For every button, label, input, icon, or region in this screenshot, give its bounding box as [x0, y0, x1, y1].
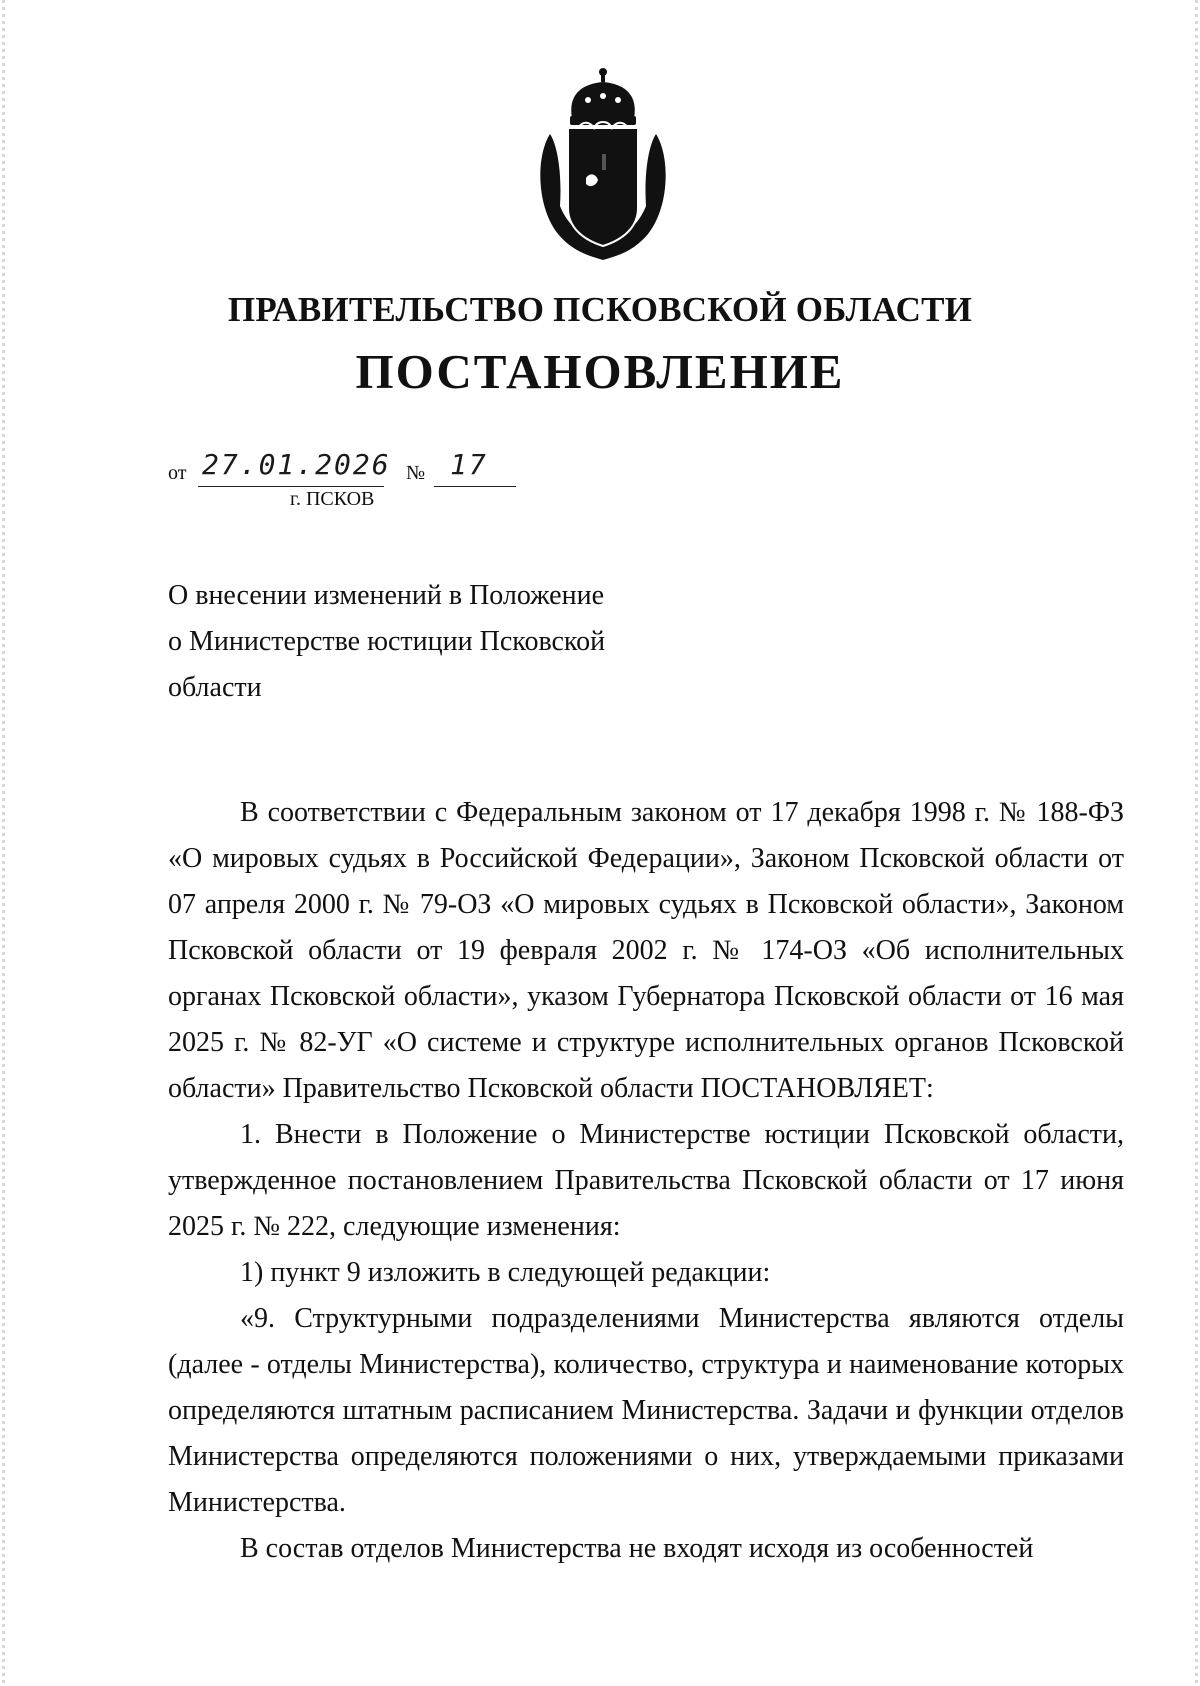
- number-underline: [434, 486, 516, 487]
- handwritten-date: 27.01.2026: [202, 448, 391, 481]
- subject-line: о Министерстве юстиции Псковской: [168, 626, 606, 657]
- scan-edge-right: [1195, 0, 1198, 1686]
- date-prefix: от: [168, 462, 187, 484]
- document-type-title: ПОСТАНОВЛЕНИЕ: [355, 344, 845, 399]
- pskov-coat-of-arms-icon: [528, 66, 678, 262]
- body-paragraph: «9. Структурными подразделениями Министерства являются отделы (далее - отделы Министерства), количество, структура и наименование которых определяются штатным расписанием Министерства. Задачи и функции отделов Министерства определяются положениями о них, утверждаемыми приказами Министерства.: [168, 1303, 1124, 1518]
- city-label: г. ПСКОВ: [290, 488, 375, 510]
- document-subject: [168, 573, 668, 711]
- document-body: [168, 790, 1124, 1572]
- number-prefix: №: [406, 462, 426, 484]
- subject-line: О внесении изменений в Положение: [168, 580, 605, 611]
- scan-edge-left: [2, 0, 5, 1686]
- body-paragraph: В состав отделов Министерства не входят исходя из особенностей: [240, 1533, 1034, 1564]
- body-paragraph: 1) пункт 9 изложить в следующей редакции:: [240, 1257, 771, 1288]
- body-paragraph: 1. Внести в Положение о Министерстве юстиции Псковской области, утвержденное постановлением Правительства Псковской области от 17 июня 2025 г. № 222, следующие изменения:: [168, 1119, 1124, 1242]
- body-paragraph: В соответствии с Федеральным законом от 17 декабря 1998 г. № 188-ФЗ «О мировых судьях в Российской Федерации», Законом Псковской области от 07 апреля 2000 г. № 79-ОЗ «О мировых судьях в Псковской области», Законом Псковской области от 19 февраля 2002 г. № 174-ОЗ «Об исполнительных органах Псковской области», указом Губернатора Псковской области от 16 мая 2025 г. № 82-УГ «О системе и структуре исполнительных органов Псковской области» Правительство Псковской области ПОСТАНОВЛЯЕТ:: [168, 797, 1124, 1104]
- date-underline: [198, 486, 384, 487]
- handwritten-number: 17: [450, 448, 488, 481]
- subject-line: области: [168, 672, 262, 703]
- organization-title: ПРАВИТЕЛЬСТВО ПСКОВСКОЙ ОБЛАСТИ: [227, 290, 973, 329]
